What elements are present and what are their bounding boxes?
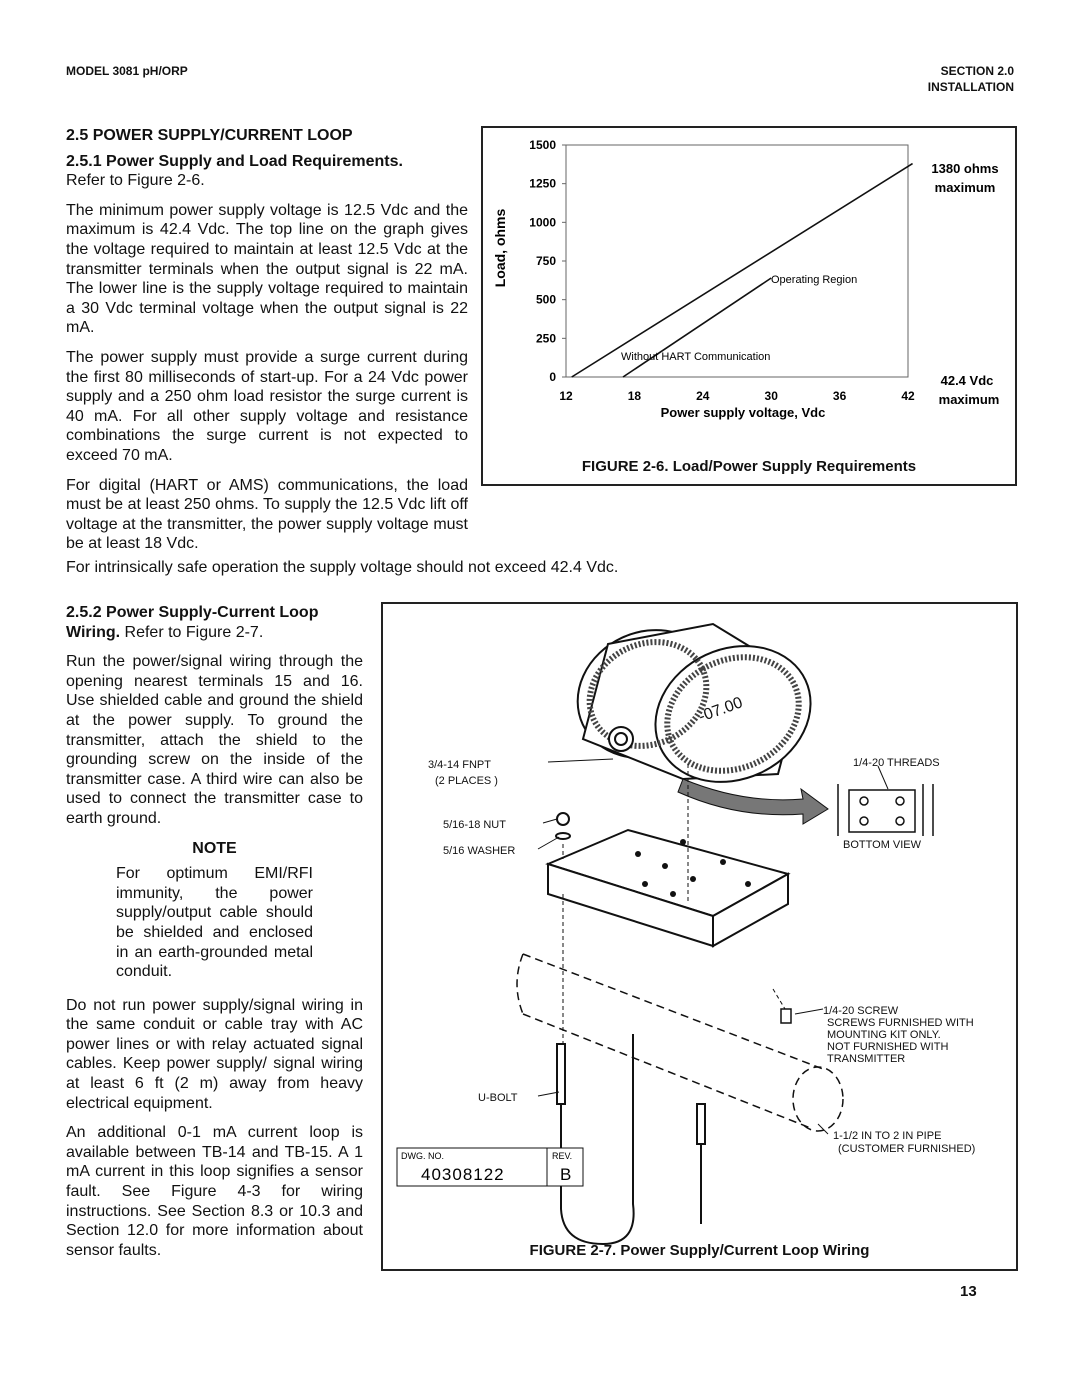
u-bolt bbox=[557, 1034, 705, 1244]
y-axis-label: Load, ohms bbox=[492, 208, 508, 288]
max-ohms-line2: maximum bbox=[934, 180, 996, 195]
section-title: 2.5 POWER SUPPLY/CURRENT LOOP bbox=[66, 127, 353, 144]
left-column-upper bbox=[66, 126, 468, 564]
load-chart bbox=[483, 128, 1015, 484]
subsection-1-ref: Refer to Figure 2-6. bbox=[66, 172, 205, 190]
y-tick-label: 250 bbox=[535, 331, 556, 346]
y-tick-label: 0 bbox=[549, 370, 556, 384]
label-nut: 5/16-18 NUT bbox=[443, 819, 506, 831]
dwg-number: 40308122 bbox=[421, 1165, 505, 1184]
max-vdc-line1: 42.4 Vdc bbox=[940, 373, 994, 388]
subsection-2-heading: 2.5.2 Power Supply-Current Loop Wiring. bbox=[66, 604, 319, 641]
subsection-2-ref: Refer to Figure 2-7. bbox=[124, 623, 264, 641]
subsection-1-heading: 2.5.1 Power Supply and Load Requirements. bbox=[66, 152, 403, 170]
y-tick-label: 500 bbox=[535, 292, 556, 307]
y-tick-label: 750 bbox=[535, 254, 556, 268]
figure-2-6-caption: FIGURE 2-6. Load/Power Supply Requirements bbox=[581, 458, 917, 475]
rotation-arrow-icon bbox=[678, 779, 828, 824]
label-bottom-view: BOTTOM VIEW bbox=[843, 839, 922, 851]
label-screw-furnished: SCREWS FURNISHED WITH bbox=[827, 1017, 974, 1029]
label-threads: 1/4-20 THREADS bbox=[853, 757, 940, 769]
bottom-view bbox=[838, 784, 933, 836]
paragraph-conduit: Do not run power supply/signal wiring in the same conduit or cable tray with AC power lines or with relay actuated signal cables. Keep power supply/ signal wiring at least 6 ft (2 m) away from heavy electrical equipment. bbox=[66, 996, 363, 1112]
label-fnpt: 3/4-14 FNPT bbox=[428, 759, 491, 771]
rev-value: B bbox=[560, 1165, 572, 1184]
y-tick-label: 1000 bbox=[529, 215, 556, 230]
label-not-furnished: NOT FURNISHED WITH bbox=[827, 1041, 949, 1053]
paragraph-min-voltage: The minimum power supply voltage is 12.5 Vdc and the maximum is 42.4 Vdc. The top line on the graph gives the voltage required to maintain at least 12.5 Vdc at the transmitter terminals when the output signal is 22 mA. The lower line is the supply voltage required to maintain a 30 Vdc terminal voltage when the output signal is 22 mA. bbox=[66, 201, 468, 337]
housing-marking: -07.00 bbox=[696, 694, 746, 726]
label-screw: 1/4-20 SCREW bbox=[823, 1005, 899, 1017]
label-u-bolt: U-BOLT bbox=[478, 1092, 518, 1104]
y-tick-label: 1250 bbox=[529, 176, 556, 191]
paragraph-hart: For digital (HART or AMS) communications, the load must be at least 250 ohms. To supply the 12.5 Vdc lift off voltage at the transmitter, the power supply voltage must be at least 18 Vdc. bbox=[66, 476, 468, 553]
paragraph-intrinsic: For intrinsically safe operation the supply voltage should not exceed 42.4 Vdc. bbox=[66, 559, 619, 576]
plot-frame bbox=[566, 145, 908, 377]
model-header: MODEL 3081 pH/ORP bbox=[66, 64, 188, 78]
note-title: NOTE bbox=[192, 839, 237, 857]
section-name: INSTALLATION bbox=[927, 80, 1014, 94]
x-axis-label: Power supply voltage, Vdc bbox=[660, 405, 826, 420]
label-pipe: 1-1/2 IN TO 2 IN PIPE bbox=[833, 1130, 942, 1142]
figure-2-6 bbox=[481, 126, 1017, 486]
left-column-lower bbox=[66, 603, 363, 1270]
mounting-plate bbox=[548, 830, 788, 946]
paragraph-current-loop: An additional 0-1 mA current loop is available between TB-14 and TB-15. A 1 mA current in this loop signifies a sensor fault. See Figure 4-3 for wiring instructions. See Section 8.3 or 10.3 and Section 12.0 for more information about sensor faults. bbox=[66, 1124, 363, 1259]
y-tick-label: 1500 bbox=[529, 138, 556, 152]
drawing-number-box bbox=[397, 1148, 583, 1186]
wiring-drawing bbox=[383, 604, 1016, 1269]
transmitter-housing bbox=[557, 607, 833, 806]
washer-icon bbox=[556, 833, 570, 839]
label-places: (2 PLACES ) bbox=[435, 775, 498, 787]
label-mounting-kit: MOUNTING KIT ONLY. bbox=[827, 1029, 941, 1041]
label-customer-furnished: (CUSTOMER FURNISHED) bbox=[838, 1143, 976, 1155]
figure-2-7 bbox=[381, 602, 1018, 1271]
x-tick-label: 42 bbox=[901, 389, 915, 403]
x-tick-label: 24 bbox=[696, 389, 710, 403]
max-ohms-line1: 1380 ohms bbox=[931, 161, 999, 176]
series-line-top bbox=[572, 164, 913, 377]
section-number: SECTION 2.0 bbox=[940, 64, 1014, 78]
hart-label: Without HART Communication bbox=[621, 351, 771, 363]
label-washer: 5/16 WASHER bbox=[443, 845, 516, 857]
note-body: For optimum EMI/RFI immunity, the power supply/output cable should be shielded and enclosed in an earth-grounded metal conduit. bbox=[116, 865, 313, 981]
screw-icon bbox=[781, 1009, 791, 1023]
x-tick-label: 12 bbox=[559, 389, 573, 403]
x-tick-label: 36 bbox=[832, 389, 847, 403]
section-header bbox=[928, 64, 1014, 94]
page-number: 13 bbox=[960, 1283, 977, 1300]
x-tick-label: 18 bbox=[627, 389, 642, 403]
paragraph-wiring: Run the power/signal wiring through the opening nearest terminals 15 and 16. Use shielded cable and ground the shield at the power supply. To ground the transmitter, attach the shield to the grounding screw on the inside of the transmitter case. A third wire can also be used to connect the transmitter case to earth ground. bbox=[66, 653, 363, 827]
max-vdc-line2: maximum bbox=[938, 392, 1000, 407]
figure-2-7-caption: FIGURE 2-7. Power Supply/Current Loop Wiring bbox=[529, 1242, 870, 1259]
dwg-label: DWG. NO. bbox=[401, 1151, 444, 1161]
paragraph-surge: The power supply must provide a surge current during the first 80 milliseconds of start-up. For a 24 Vdc power supply and a 250 ohm load resistor the surge current is 40 mA. For all other supply voltage and resistance combinations the surge current is not expected to exceed 70 mA. bbox=[66, 348, 468, 464]
rev-label: REV. bbox=[552, 1151, 573, 1161]
label-transmitter: TRANSMITTER bbox=[827, 1053, 906, 1065]
nut-icon bbox=[557, 813, 569, 825]
region-label: Operating Region bbox=[771, 274, 858, 286]
x-tick-label: 30 bbox=[764, 389, 778, 403]
